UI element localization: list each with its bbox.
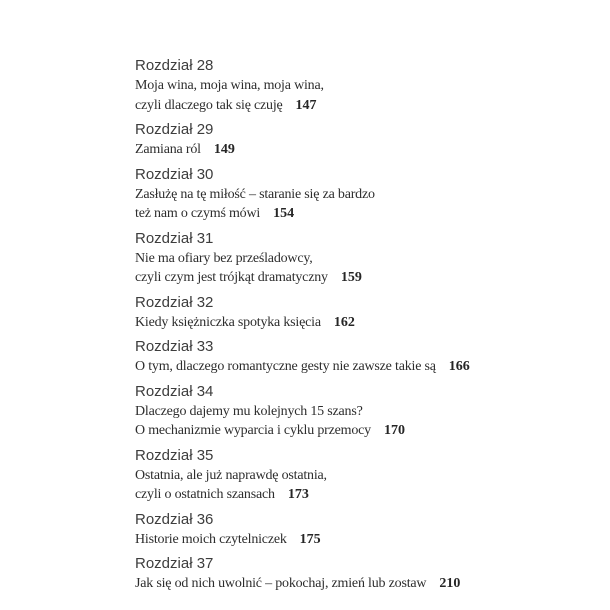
chapter-title-line: [135, 485, 555, 505]
chapter-label: Rozdział 34: [135, 382, 214, 400]
chapter-page-number: 149: [213, 142, 235, 157]
chapter-label: Rozdział 36: [135, 510, 214, 528]
chapter-title-line: [135, 530, 555, 550]
chapter-label: Rozdział 33: [135, 338, 214, 355]
chapter-title-text: Ostatnia, ale już naprawdę ostatnia,: [135, 467, 327, 483]
chapter-page-number: 154: [273, 206, 295, 221]
chapter-page-number: 147: [295, 97, 317, 113]
chapter-title-line: [135, 402, 555, 422]
toc-entry: [135, 510, 555, 550]
toc-entry: [135, 56, 555, 115]
chapter-title-line: [135, 466, 555, 486]
toc-entry: [135, 554, 555, 594]
chapter-label: Rozdział 31: [135, 229, 214, 247]
chapter-title-line: [135, 268, 555, 288]
chapter-title-text: Zasłużę na tę miłość – staranie się za bardzo: [135, 186, 375, 202]
chapter-label: Rozdział 35: [135, 446, 214, 464]
chapter-page-number: 173: [287, 487, 309, 502]
toc-entry: [135, 120, 555, 160]
chapter-label: Rozdział 30: [135, 165, 214, 183]
chapter-label: Rozdział 29: [135, 121, 214, 138]
chapter-title-text: Jak się od nich uwolnić – pokochaj, zmień lub zostaw: [135, 576, 427, 591]
toc-entry: [135, 337, 555, 377]
chapter-title-line: [135, 421, 555, 441]
chapter-title-line: [135, 140, 555, 160]
chapter-title-line: [135, 96, 555, 116]
chapter-page-number: 175: [299, 531, 321, 547]
chapter-title-text: Moja wina, moja wina, moja wina,: [135, 78, 324, 93]
chapter-title-line: [135, 249, 555, 269]
chapter-title-line: [135, 357, 555, 377]
toc-entry: [135, 382, 555, 441]
chapter-title-text: czyli czym jest trójkąt dramatyczny: [135, 270, 328, 285]
chapter-label: Rozdział 28: [135, 57, 214, 74]
chapter-page-number: 170: [383, 423, 405, 438]
chapter-title-line: [135, 313, 555, 333]
chapter-page-number: 166: [448, 359, 470, 374]
toc-entry: [135, 446, 555, 505]
chapter-title-text: Zamiana ról: [135, 142, 201, 157]
chapter-title-text: Historie moich czytelniczek: [135, 531, 287, 547]
table-of-contents: [135, 56, 555, 599]
chapter-label: Rozdział 32: [135, 293, 214, 311]
chapter-title-line: [135, 204, 555, 224]
chapter-label: Rozdział 37: [135, 555, 214, 572]
chapter-title-text: Dlaczego dajemy mu kolejnych 15 szans?: [135, 403, 363, 419]
toc-entry: [135, 165, 555, 224]
chapter-page-number: 159: [340, 270, 362, 285]
chapter-title-text: czyli dlaczego tak się czuję: [135, 97, 283, 113]
chapter-title-text: O tym, dlaczego romantyczne gesty nie zawsze takie są: [135, 359, 436, 374]
toc-entry: [135, 229, 555, 288]
chapter-title-text: O mechanizmie wyparcia i cyklu przemocy: [135, 423, 371, 438]
chapter-title-text: też nam o czymś mówi: [135, 206, 261, 221]
chapter-page-number: 162: [333, 314, 355, 330]
chapter-title-text: Nie ma ofiary bez prześladowcy,: [135, 250, 313, 266]
chapter-page-number: 210: [439, 576, 461, 591]
chapter-title-line: [135, 574, 555, 594]
toc-entry: [135, 293, 555, 333]
chapter-title-text: czyli o ostatnich szansach: [135, 487, 275, 502]
chapter-title-line: [135, 185, 555, 205]
chapter-title-text: Kiedy księżniczka spotyka księcia: [135, 314, 321, 330]
chapter-title-line: [135, 76, 555, 96]
